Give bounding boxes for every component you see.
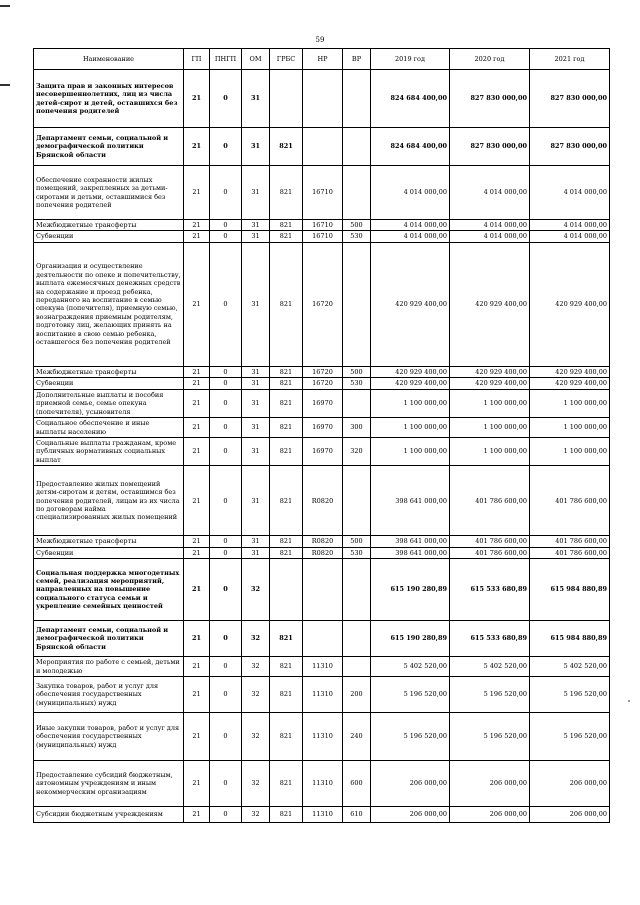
cell-grbs: 821 [270,437,303,465]
cell-pngp: 0 [210,536,242,547]
cell-name: Организация и осуществление деятельности по опеке и попечительству, выплата ежемесячных денежных средств на содержание и проезд ребенка, переданного на воспитание в семью опекуна (попечителя), приемную семью, вознаграждения приемным родителям, подготовку лиц, желающих принять на воспитание в свою семью ребенка, оставшегося без попечения родителей [34,242,184,366]
cell-pngp: 0 [210,713,242,761]
cell-2020: 420 929 400,00 [450,366,530,377]
cell-2020: 4 014 000,00 [450,231,530,242]
cell-grbs: 821 [270,389,303,417]
cell-2019: 4 014 000,00 [371,166,450,220]
cell-pngp: 0 [210,437,242,465]
cell-name: Социальное обеспечение и иные выплаты населению [34,418,184,438]
table-row [34,418,610,438]
table-row [34,70,610,128]
cell-name: Департамент семьи, социальной и демографической политики Брянской области [34,621,184,657]
cell-nr: 16970 [303,437,343,465]
cell-name: Защита прав и законных интересов несовершеннолетних, лиц из числа детей-сирот и детей, оставшихся без попечения родителей [34,70,184,128]
cell-vr [343,166,371,220]
cell-name: Социальная поддержка многодетных семей, реализация мероприятий, направленных на повышение социального статуса семьи и укрепление семейных ценностей [34,559,184,621]
cell-2021: 4 014 000,00 [530,166,610,220]
cell-vr [343,128,371,166]
cell-name: Межбюджетные трансферты [34,366,184,377]
cell-grbs: 821 [270,657,303,677]
cell-name: Предоставление субсидий бюджетным, автономным учреждениям и иным некоммерческим организациям [34,761,184,807]
cell-gp: 21 [184,657,210,677]
cell-nr: 11310 [303,807,343,823]
cell-name: Субвенции [34,378,184,389]
cell-nr: 11310 [303,761,343,807]
table-row [34,389,610,417]
cell-nr: 16720 [303,242,343,366]
cell-om: 31 [242,242,270,366]
cell-2020: 1 100 000,00 [450,418,530,438]
cell-2021: 827 830 000,00 [530,128,610,166]
cell-pngp: 0 [210,657,242,677]
cell-om: 32 [242,657,270,677]
cell-2021: 420 929 400,00 [530,378,610,389]
table-row [34,807,610,823]
cell-pngp: 0 [210,559,242,621]
cell-2021: 401 786 600,00 [530,466,610,536]
cell-vr: 610 [343,807,371,823]
cell-pngp: 0 [210,621,242,657]
column-header-gp: ГП [184,49,210,70]
cell-pngp: 0 [210,761,242,807]
table-row [34,677,610,713]
cell-gp: 21 [184,437,210,465]
cell-nr: R0820 [303,536,343,547]
table-row [34,128,610,166]
column-header-om: ОМ [242,49,270,70]
cell-gp: 21 [184,621,210,657]
table-row [34,437,610,465]
cell-nr: 16970 [303,418,343,438]
cell-2021: 420 929 400,00 [530,242,610,366]
cell-gp: 21 [184,231,210,242]
column-header-2020: 2020 год [450,49,530,70]
cell-vr: 530 [343,378,371,389]
column-header-grbs: ГРБС [270,49,303,70]
table-row [34,378,610,389]
cell-gp: 21 [184,536,210,547]
column-header-vr: ВР [343,49,371,70]
cell-grbs: 821 [270,418,303,438]
cell-gp: 21 [184,166,210,220]
cell-2021: 401 786 600,00 [530,547,610,558]
cell-name: Мероприятия по работе с семьей, детьми и молодежью [34,657,184,677]
cell-gp: 21 [184,547,210,558]
table-row [34,536,610,547]
cell-2020: 206 000,00 [450,761,530,807]
table-row [34,713,610,761]
cell-2020: 615 533 680,89 [450,621,530,657]
budget-table [33,48,610,823]
cell-vr: 600 [343,761,371,807]
cell-name: Социальные выплаты гражданам, кроме публичных нормативных социальных выплат [34,437,184,465]
cell-2019: 5 196 520,00 [371,677,450,713]
cell-name: Межбюджетные трансферты [34,220,184,231]
cell-om: 32 [242,559,270,621]
cell-grbs: 821 [270,466,303,536]
cell-om: 31 [242,389,270,417]
cell-name: Межбюджетные трансферты [34,536,184,547]
cell-pngp: 0 [210,231,242,242]
cell-vr [343,621,371,657]
cell-om: 32 [242,621,270,657]
table-row [34,242,610,366]
cell-om: 31 [242,466,270,536]
cell-pngp: 0 [210,418,242,438]
cell-nr [303,70,343,128]
cell-vr: 500 [343,220,371,231]
cell-nr: 16710 [303,231,343,242]
cell-2019: 824 684 400,00 [371,70,450,128]
cell-nr: R0820 [303,466,343,536]
cell-2021: 401 786 600,00 [530,536,610,547]
cell-pngp: 0 [210,366,242,377]
cell-2020: 1 100 000,00 [450,437,530,465]
cell-vr: 240 [343,713,371,761]
cell-2021: 206 000,00 [530,807,610,823]
cell-om: 31 [242,166,270,220]
cell-2019: 5 402 520,00 [371,657,450,677]
cell-pngp: 0 [210,547,242,558]
cell-grbs: 821 [270,220,303,231]
column-header-2021: 2021 год [530,49,610,70]
cell-gp: 21 [184,128,210,166]
table-row [34,166,610,220]
cell-nr: 16710 [303,220,343,231]
cell-2019: 398 641 000,00 [371,536,450,547]
cell-grbs: 821 [270,547,303,558]
cell-vr: 530 [343,547,371,558]
cell-vr: 530 [343,231,371,242]
cell-2019: 420 929 400,00 [371,378,450,389]
cell-2020: 827 830 000,00 [450,128,530,166]
cell-om: 31 [242,128,270,166]
cell-2020: 827 830 000,00 [450,70,530,128]
cell-2019: 206 000,00 [371,807,450,823]
cell-vr [343,466,371,536]
cell-pngp: 0 [210,677,242,713]
cell-name: Иные закупки товаров, работ и услуг для обеспечения государственных (муниципальных) нужд [34,713,184,761]
cell-2019: 824 684 400,00 [371,128,450,166]
cell-name: Дополнительные выплаты и пособия приемной семье, семье опекуна (попечителя), усыновителя [34,389,184,417]
cell-name: Департамент семьи, социальной и демографической политики Брянской области [34,128,184,166]
cell-2021: 4 014 000,00 [530,220,610,231]
cell-gp: 21 [184,418,210,438]
cell-grbs [270,559,303,621]
cell-nr [303,621,343,657]
cell-vr [343,70,371,128]
cell-om: 31 [242,231,270,242]
cell-gp: 21 [184,677,210,713]
cell-grbs: 821 [270,242,303,366]
cell-gp: 21 [184,220,210,231]
cell-name: Субвенции [34,231,184,242]
cell-pngp: 0 [210,242,242,366]
cell-vr [343,389,371,417]
cell-om: 31 [242,220,270,231]
cell-2020: 1 100 000,00 [450,389,530,417]
cell-nr [303,559,343,621]
cell-vr: 500 [343,366,371,377]
column-header-nr: НР [303,49,343,70]
cell-gp: 21 [184,761,210,807]
cell-vr: 500 [343,536,371,547]
column-header-name: Наименование [34,49,184,70]
cell-2021: 5 196 520,00 [530,713,610,761]
column-header-pngp: ПНГП [210,49,242,70]
cell-2021: 615 984 880,89 [530,621,610,657]
table-header-row [34,49,610,70]
cell-grbs: 821 [270,166,303,220]
cell-grbs: 821 [270,713,303,761]
cell-om: 32 [242,677,270,713]
table-row [34,657,610,677]
cell-2020: 5 402 520,00 [450,657,530,677]
cell-2020: 4 014 000,00 [450,166,530,220]
cell-gp: 21 [184,70,210,128]
cell-om: 32 [242,761,270,807]
cell-grbs: 821 [270,536,303,547]
cell-pngp: 0 [210,807,242,823]
cell-pngp: 0 [210,128,242,166]
cell-nr: 11310 [303,713,343,761]
cell-2019: 615 190 280,89 [371,621,450,657]
cell-name: Закупка товаров, работ и услуг для обеспечения государственных (муниципальных) нужд [34,677,184,713]
cell-nr: R0820 [303,547,343,558]
cell-pngp: 0 [210,166,242,220]
cell-nr: 16720 [303,378,343,389]
cell-gp: 21 [184,713,210,761]
cell-2019: 420 929 400,00 [371,242,450,366]
cell-2021: 1 100 000,00 [530,418,610,438]
cell-om: 31 [242,366,270,377]
cell-2020: 401 786 600,00 [450,466,530,536]
cell-2021: 206 000,00 [530,761,610,807]
cell-2019: 615 190 280,89 [371,559,450,621]
cell-2020: 420 929 400,00 [450,378,530,389]
cell-2020: 420 929 400,00 [450,242,530,366]
cell-pngp: 0 [210,378,242,389]
cell-pngp: 0 [210,70,242,128]
cell-name: Обеспечение сохранности жилых помещений, закрепленных за детьми-сиротами и детьми, оставшимися без попечения родителей [34,166,184,220]
cell-nr: 11310 [303,677,343,713]
cell-om: 31 [242,536,270,547]
table-row [34,621,610,657]
cell-2020: 4 014 000,00 [450,220,530,231]
cell-nr: 16710 [303,166,343,220]
cell-gp: 21 [184,389,210,417]
page-number: 59 [315,36,325,44]
cell-pngp: 0 [210,220,242,231]
table-row [34,231,610,242]
cell-gp: 21 [184,378,210,389]
cell-om: 31 [242,418,270,438]
scan-edge-mark [0,84,10,86]
table-row [34,466,610,536]
cell-gp: 21 [184,559,210,621]
cell-2020: 206 000,00 [450,807,530,823]
cell-nr: 16720 [303,366,343,377]
cell-vr: 200 [343,677,371,713]
cell-vr: 300 [343,418,371,438]
cell-nr: 11310 [303,657,343,677]
cell-2019: 5 196 520,00 [371,713,450,761]
cell-om: 32 [242,807,270,823]
cell-2019: 398 641 000,00 [371,547,450,558]
cell-grbs: 821 [270,621,303,657]
cell-2019: 398 641 000,00 [371,466,450,536]
cell-grbs: 821 [270,366,303,377]
cell-2019: 1 100 000,00 [371,418,450,438]
cell-nr [303,128,343,166]
cell-nr: 16970 [303,389,343,417]
cell-2019: 1 100 000,00 [371,389,450,417]
cell-2021: 1 100 000,00 [530,389,610,417]
cell-om: 32 [242,713,270,761]
cell-om: 31 [242,378,270,389]
cell-grbs: 821 [270,378,303,389]
cell-grbs: 821 [270,807,303,823]
cell-2019: 4 014 000,00 [371,231,450,242]
cell-gp: 21 [184,807,210,823]
cell-2020: 5 196 520,00 [450,713,530,761]
table-row [34,366,610,377]
cell-grbs: 821 [270,761,303,807]
cell-2020: 5 196 520,00 [450,677,530,713]
cell-2021: 5 402 520,00 [530,657,610,677]
table-row [34,220,610,231]
cell-2020: 401 786 600,00 [450,547,530,558]
cell-om: 31 [242,437,270,465]
cell-pngp: 0 [210,466,242,536]
cell-2020: 401 786 600,00 [450,536,530,547]
column-header-2019: 2019 год [371,49,450,70]
cell-2021: 1 100 000,00 [530,437,610,465]
cell-om: 31 [242,547,270,558]
scan-dot [628,700,630,702]
cell-vr [343,657,371,677]
table-row [34,547,610,558]
cell-2021: 5 196 520,00 [530,677,610,713]
cell-vr [343,559,371,621]
scan-edge-mark [0,5,10,7]
cell-name: Предоставление жилых помещений детям-сиротам и детям, оставшимся без попечения родителей, лицам из их числа по договорам найма специализированных жилых помещений [34,466,184,536]
cell-om: 31 [242,70,270,128]
cell-grbs [270,70,303,128]
table-row [34,761,610,807]
cell-2021: 615 984 880,89 [530,559,610,621]
cell-vr: 320 [343,437,371,465]
cell-name: Субсидии бюджетным учреждениям [34,807,184,823]
cell-2019: 1 100 000,00 [371,437,450,465]
cell-2020: 615 533 680,89 [450,559,530,621]
cell-gp: 21 [184,366,210,377]
cell-2019: 420 929 400,00 [371,366,450,377]
cell-vr [343,242,371,366]
cell-gp: 21 [184,242,210,366]
cell-grbs: 821 [270,231,303,242]
cell-name: Субвенции [34,547,184,558]
cell-2019: 4 014 000,00 [371,220,450,231]
cell-gp: 21 [184,466,210,536]
cell-2019: 206 000,00 [371,761,450,807]
cell-2021: 827 830 000,00 [530,70,610,128]
cell-2021: 420 929 400,00 [530,366,610,377]
cell-grbs: 821 [270,677,303,713]
table-row [34,559,610,621]
cell-2021: 4 014 000,00 [530,231,610,242]
cell-pngp: 0 [210,389,242,417]
cell-grbs: 821 [270,128,303,166]
